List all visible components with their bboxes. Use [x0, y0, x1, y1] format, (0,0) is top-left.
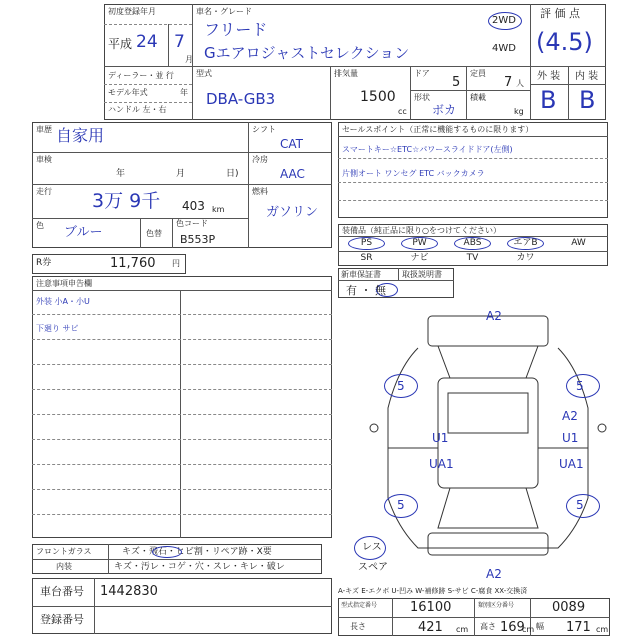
note-line [32, 489, 332, 490]
height-unit: cm [522, 625, 535, 634]
width-label: 幅 [536, 622, 544, 631]
note-line [32, 364, 332, 365]
ac-value: AAC [280, 167, 305, 181]
body-type-label: 車歴 [36, 125, 52, 134]
dealer-label: ディーラー・並 行 [108, 71, 174, 80]
color-code-value: B553P [180, 233, 216, 246]
first-reg-label: 初度登録年月 [108, 7, 156, 16]
shape-label: 形状 [414, 93, 430, 102]
note-line [32, 314, 332, 315]
mileage-value: 3万 9千 [92, 190, 161, 212]
note-line [32, 414, 332, 415]
equipment-label: 装備品（純正品に限り○をつけてください） [342, 226, 501, 235]
equipment-item: AW [571, 238, 586, 248]
exterior-grade: B [540, 86, 557, 114]
warranty-value: 有 ・ 無 [346, 284, 386, 297]
first-reg-month: 7 [174, 32, 185, 52]
damage-mark: UA1 [429, 457, 454, 471]
door-value: 5 [452, 75, 461, 90]
inspection-day: 日) [226, 169, 239, 179]
damage-mark: 5 [576, 379, 584, 393]
type-value: DBA-GB3 [206, 90, 276, 108]
equipment-item: TV [466, 253, 479, 263]
warranty-label: 新車保証書 [341, 270, 381, 279]
damage-mark: 5 [576, 498, 584, 512]
damage-mark: A2 [562, 409, 578, 423]
type-spec-value: 16100 [410, 600, 452, 615]
notes-line-2: 下廻り サビ [36, 324, 79, 333]
equipment-item: PW [412, 238, 427, 248]
equipment-circle [401, 237, 438, 250]
door-label: ドア [414, 69, 430, 78]
shift-value: CAT [280, 137, 303, 151]
cc-unit: cc [398, 107, 407, 116]
mileage-sub: 403 [182, 199, 205, 213]
shape-value: ボカ [432, 103, 457, 117]
width-value: 171 [566, 620, 591, 635]
damage-mark: 5 [397, 379, 405, 393]
inspection-label: 車検 [36, 155, 52, 164]
equipment-item: エアB [513, 238, 538, 248]
fuel-label: 燃料 [252, 187, 268, 196]
height-label: 高さ [480, 622, 496, 631]
color-replace-label: 色替 [146, 229, 162, 238]
front-glass-circle [152, 546, 182, 558]
shift-label: シフト [252, 125, 276, 134]
equipment-item: PS [360, 238, 373, 248]
type-spec-label: 型式指定番号 [341, 602, 378, 609]
length-value: 421 [418, 620, 443, 635]
carname-label: 車名・グレード [196, 7, 252, 16]
interior-items: キズ・汚レ・コゲ・穴・スレ・キレ・破レ [114, 562, 285, 572]
spare-mark: レス [362, 542, 382, 553]
note-line [32, 439, 332, 440]
reg-label: 登録番号 [40, 613, 84, 626]
equipment-item: ナビ [410, 253, 429, 263]
interior-grade: B [579, 86, 596, 114]
chassis-label: 車台番号 [40, 585, 84, 598]
drive-4wd: 4WD [492, 43, 516, 54]
manual-label: 取扱説明書 [402, 270, 442, 279]
exterior-label: 外 装 [537, 71, 561, 82]
chassis-value: 1442830 [100, 584, 158, 599]
damage-mark: A2 [486, 567, 502, 581]
damage-mark: A2 [486, 309, 502, 323]
model-year-unit: 年 [180, 88, 188, 97]
sales-line-2: 片側オート ワンセグ ETC バックカメラ [342, 169, 485, 178]
fuel-value: ガソリン [266, 205, 319, 220]
body-type-value: 自家用 [56, 126, 105, 145]
front-glass-label: フロントガラス [36, 547, 92, 556]
ac-label: 冷房 [252, 155, 268, 164]
score-label: 評 価 点 [540, 7, 580, 20]
car-grade: Gエアロジャストセレクション [204, 44, 410, 62]
km-unit: km [212, 205, 225, 214]
length-unit: cm [456, 625, 469, 634]
notes-label: 注意事項申告欄 [36, 279, 92, 288]
first-reg-era: 平成 [108, 37, 133, 51]
first-reg-year: 24 [136, 32, 158, 52]
interior-label2: 内装 [56, 562, 72, 571]
front-glass-items: キズ・飛石・ヒビ割・リペア跡・X要 [122, 547, 272, 557]
month-unit: 月 [185, 55, 193, 64]
color-label: 色 [36, 221, 44, 230]
sales-label: セールスポイント（正常に機能するものに限ります） [342, 125, 534, 134]
equipment-circle [454, 237, 491, 250]
equipment-item: ABS [463, 238, 482, 248]
notes-section [32, 276, 332, 538]
model-year-label: モデル年式 [108, 88, 148, 97]
note-line [32, 389, 332, 390]
damage-mark: U1 [432, 431, 449, 445]
capacity-value: 7 [504, 75, 513, 90]
load-label: 積載 [470, 93, 486, 102]
width-unit: cm [596, 625, 609, 634]
length-label: 長さ [350, 622, 366, 631]
sales-line-1: スマートキー☆ETC☆パワースライドドア(左側) [342, 145, 513, 154]
notes-line-1: 外装 小A・小U [36, 297, 90, 306]
interior-label: 内 装 [575, 71, 599, 82]
damage-mark: UA1 [559, 457, 584, 471]
recycle-value: 11,760 [110, 256, 156, 271]
color-value: ブルー [64, 225, 103, 240]
note-line [32, 339, 332, 340]
recycle-label: R券 [36, 258, 52, 268]
capacity-label: 定員 [470, 69, 486, 78]
handle-label: ハンドル 左・右 [108, 105, 167, 114]
inspection-month: 月 [176, 169, 186, 179]
spare-label: スペア [358, 562, 388, 573]
inspection-year: 年 [116, 169, 126, 179]
displacement-label: 排気量 [334, 69, 358, 78]
car-name: フリード [204, 20, 268, 39]
equipment-circle [507, 237, 544, 250]
damage-legend: A-キズ E-エクボ U-凹み W-補修跡 S-サビ C-腐食 XX-交換済 [338, 587, 528, 595]
class-label: 類別区分番号 [478, 602, 515, 609]
damage-mark: 5 [397, 498, 405, 512]
score-value: (4.5) [536, 28, 593, 56]
mileage-label: 走行 [36, 187, 52, 196]
equipment-item: SR [360, 253, 373, 263]
kg-unit: kg [514, 107, 524, 116]
damage-mark: U1 [562, 431, 579, 445]
type-label: 型式 [196, 69, 212, 78]
displacement-value: 1500 [360, 89, 396, 105]
note-line [32, 464, 332, 465]
capacity-unit: 人 [516, 79, 524, 88]
height-value: 169 [500, 620, 525, 635]
drive-2wd: 2WD [492, 15, 516, 26]
class-value: 0089 [552, 600, 586, 615]
equipment-item: カワ [516, 253, 535, 263]
yen-unit: 円 [172, 259, 180, 268]
color-code-label: 色コード [176, 219, 208, 228]
equipment-circle [348, 237, 385, 250]
note-line [32, 514, 332, 515]
recycle-section [32, 254, 186, 274]
